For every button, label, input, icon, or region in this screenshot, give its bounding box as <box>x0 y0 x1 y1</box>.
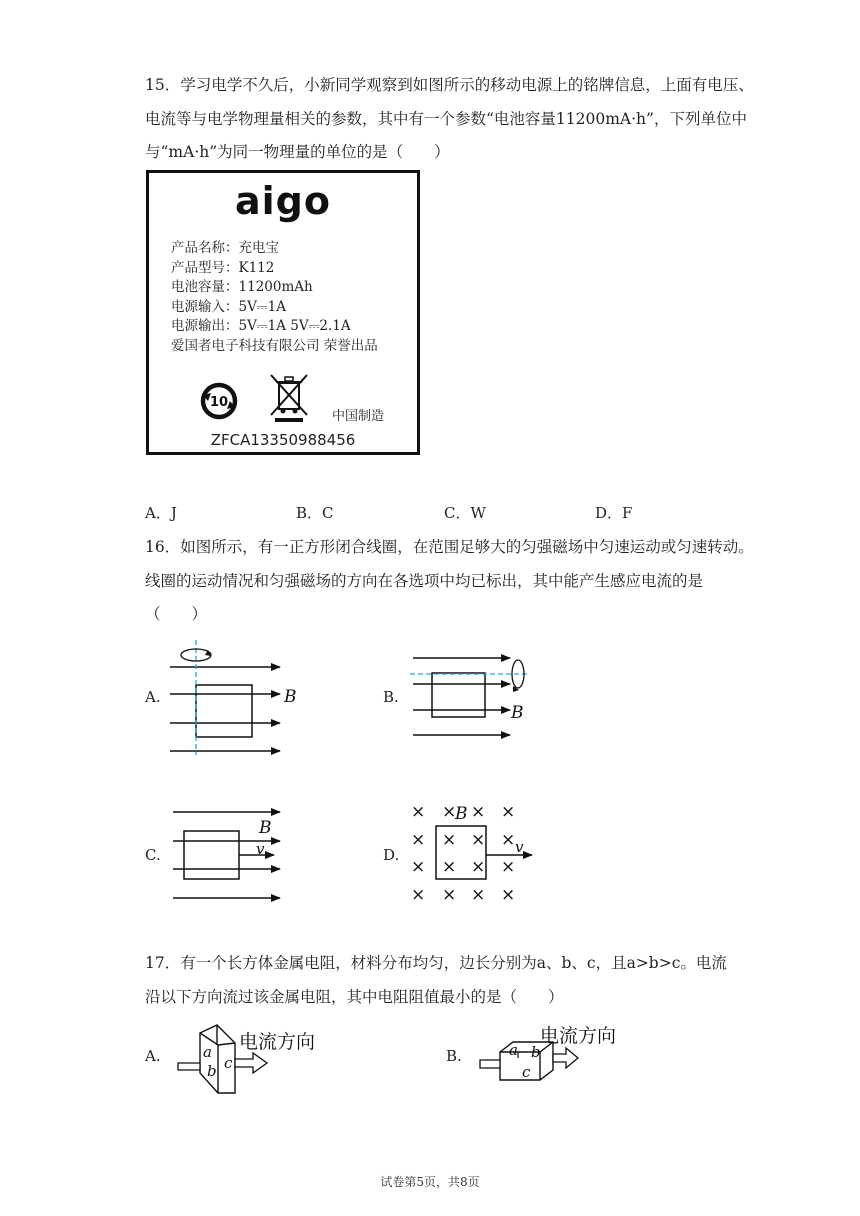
svg-text:×: × <box>471 857 486 877</box>
q16-line-1: 16．如图所示，有一正方形闭合线圈，在范围足够大的匀强磁场中匀速运动或匀速转动。 <box>145 538 754 556</box>
svg-text:B: B <box>455 804 468 824</box>
spec-row: 电池容量：11200mAh <box>171 279 313 295</box>
svg-text:电流方向: 电流方向 <box>540 1025 617 1047</box>
svg-text:×: × <box>471 802 486 822</box>
svg-text:×: × <box>501 885 516 905</box>
q17-diagram-a <box>175 1023 335 1098</box>
svg-text:×: × <box>411 885 426 905</box>
svg-text:×: × <box>501 802 516 822</box>
svg-text:×: × <box>501 857 516 877</box>
q15-option-d[interactable]: D．F <box>595 504 633 522</box>
svg-text:c: c <box>224 1054 233 1072</box>
q16-diagram-b <box>410 648 550 748</box>
svg-text:×: × <box>411 857 426 877</box>
company-name: 爱国者电子科技有限公司 荣誉出品 <box>171 337 378 354</box>
weee-bin-icon <box>267 371 311 423</box>
svg-text:×: × <box>411 830 426 850</box>
svg-text:×: × <box>471 885 486 905</box>
page-footer: 试卷第5页，共8页 <box>380 1175 480 1189</box>
q16-label-a[interactable]: A. <box>145 688 161 706</box>
spec-row: 产品型号：K112 <box>171 259 275 276</box>
q15-option-b[interactable]: B．C <box>296 504 334 522</box>
q15-line-1: 15．学习电学不久后，小新同学观察到如图所示的移动电源上的铭牌信息，上面有电压、 <box>145 76 754 94</box>
q16-label-b[interactable]: B. <box>383 688 399 706</box>
svg-text:b: b <box>531 1043 541 1061</box>
made-in-china: 中国制造 <box>332 409 385 424</box>
svg-text:B: B <box>284 687 297 707</box>
svg-text:c: c <box>522 1063 531 1081</box>
q16-line-2: 线圈的运动情况和匀强磁场的方向在各选项中均已标出，其中能产生感应电流的是 <box>145 572 704 590</box>
eco-10-icon <box>199 381 239 421</box>
svg-text:10: 10 <box>209 395 229 410</box>
q17-diagram-b <box>478 1022 638 1092</box>
q17-label-a[interactable]: A. <box>145 1047 161 1065</box>
q16-diagram-d <box>406 800 546 910</box>
spec-row: 电源输出：5V⎓1A 5V⎓2.1A <box>171 318 351 334</box>
svg-text:v: v <box>515 838 524 856</box>
q15-line-3: 与“mA·h”为同一物理量的单位的是（ ） <box>145 143 450 161</box>
svg-text:B: B <box>511 703 524 723</box>
svg-text:×: × <box>471 830 486 850</box>
spec-row: 电源输入：5V⎓1A <box>171 298 286 315</box>
serial-number: ZFCA13350988456 <box>210 431 356 449</box>
svg-text:×: × <box>442 885 457 905</box>
brand-logo: aigo <box>235 179 331 223</box>
q16-label-d[interactable]: D. <box>383 846 400 864</box>
svg-text:×: × <box>442 802 457 822</box>
q16-label-c[interactable]: C. <box>145 846 161 864</box>
svg-text:×: × <box>411 802 426 822</box>
nameplate-figure <box>146 170 420 455</box>
q15-option-a[interactable]: A．J <box>145 504 177 522</box>
q16-diagram-c <box>170 800 310 910</box>
svg-text:a: a <box>509 1041 518 1059</box>
svg-text:×: × <box>501 830 516 850</box>
svg-text:B: B <box>259 818 272 838</box>
svg-text:×: × <box>442 830 457 850</box>
q15-option-c[interactable]: C．W <box>444 504 486 522</box>
q16-line-3: （ ） <box>145 605 208 623</box>
q15-line-2: 电流等与电学物理量相关的参数，其中有一个参数“电池容量11200mA·h”，下列单位中 <box>145 110 747 128</box>
q17-label-b[interactable]: B. <box>446 1047 462 1065</box>
svg-text:a: a <box>203 1043 212 1061</box>
spec-row: 产品名称：充电宝 <box>171 240 279 256</box>
q17-line-1: 17．有一个长方体金属电阻，材料分布均匀，边长分别为a、b、c，且a>b>c。电流 <box>145 954 727 972</box>
q17-line-2: 沿以下方向流过该金属电阻，其中电阻阻值最小的是（ ） <box>145 988 564 1006</box>
spec-list <box>171 239 378 356</box>
svg-text:b: b <box>207 1062 217 1080</box>
svg-text:电流方向: 电流方向 <box>239 1031 316 1053</box>
svg-text:×: × <box>442 857 457 877</box>
svg-text:v: v <box>256 840 265 858</box>
q16-diagram-a <box>165 640 305 760</box>
